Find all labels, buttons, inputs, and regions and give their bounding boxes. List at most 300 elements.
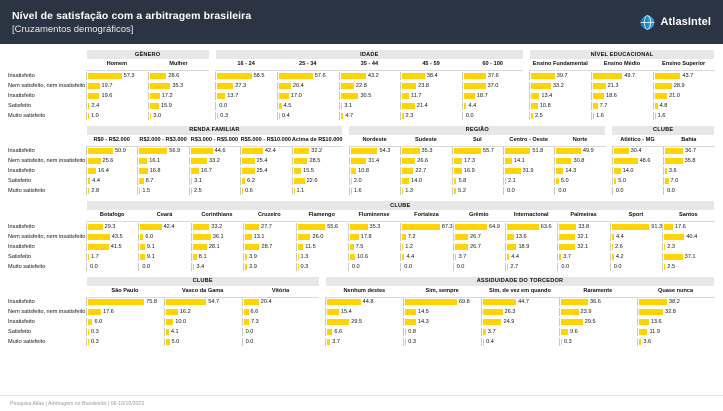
bar-value: 4.8 <box>659 102 668 109</box>
bar-cell <box>296 243 348 251</box>
bar <box>166 299 206 305</box>
bar <box>559 254 561 260</box>
bar-value: 49.7 <box>624 72 636 79</box>
bar-cell <box>148 82 210 90</box>
bar-value: 36.1 <box>212 233 224 240</box>
column-header: Sport <box>610 211 662 222</box>
bar <box>664 244 665 250</box>
bar <box>402 148 419 154</box>
bar-cell <box>529 102 591 110</box>
bar-value: 1.6 <box>657 112 666 119</box>
bar-cell <box>215 92 277 100</box>
bar <box>665 168 667 174</box>
data-cell <box>189 166 240 176</box>
bar-value: 17.6 <box>103 309 114 315</box>
bar-value: 3.1 <box>344 102 353 109</box>
bar-cell <box>529 72 591 80</box>
bar-cell <box>452 177 503 185</box>
bar <box>244 299 259 305</box>
bar-cell <box>400 233 452 241</box>
table-row <box>8 91 715 101</box>
bar-cell <box>277 72 339 80</box>
bar <box>88 158 101 164</box>
bar-cell <box>554 187 605 195</box>
bar <box>351 188 352 194</box>
bar-cell <box>400 243 452 251</box>
bar-cell <box>610 243 662 251</box>
bar-value: 24.9 <box>503 319 515 325</box>
bar <box>531 83 550 89</box>
data-cell <box>164 317 242 327</box>
bar-value: 0.0 <box>351 263 360 270</box>
bar <box>612 234 614 240</box>
bar <box>350 244 354 250</box>
data-cell <box>400 186 451 196</box>
bar-value: 1.0 <box>91 112 99 119</box>
bar <box>665 178 668 184</box>
bar <box>217 73 251 79</box>
bar <box>298 244 304 250</box>
bar-cell <box>164 298 242 306</box>
data-cell <box>86 176 137 186</box>
bar <box>341 83 354 89</box>
bar <box>88 188 89 194</box>
bar-cell <box>348 223 400 231</box>
corner-cell <box>8 60 86 71</box>
bar-value: 5.0 <box>171 339 180 345</box>
bar-cell <box>400 263 452 271</box>
bar <box>612 224 649 230</box>
bar <box>245 244 259 250</box>
bar-cell <box>663 177 714 185</box>
bar-value: 4.5 <box>283 102 292 109</box>
bar-value: 31.4 <box>368 158 380 164</box>
data-cell <box>86 91 148 101</box>
data-cell <box>453 242 505 252</box>
data-cell <box>242 327 320 337</box>
bar-cell <box>189 177 240 185</box>
bar <box>614 158 638 164</box>
data-cell <box>189 176 240 186</box>
bar-cell <box>400 102 462 110</box>
bar-value: 14.3 <box>565 168 577 174</box>
bar-value: 33.2 <box>552 82 564 89</box>
column-header-row <box>8 135 715 146</box>
bar <box>665 148 683 154</box>
bar <box>561 299 588 305</box>
bar-cell <box>662 223 714 231</box>
row-label: Nem satisfeito, nem insatisfeito <box>8 233 86 240</box>
data-cell <box>242 297 320 307</box>
bar <box>166 329 169 335</box>
bar-cell <box>400 92 462 100</box>
bar-value: 0.0 <box>142 263 151 270</box>
bar-value: 10.8 <box>358 168 370 174</box>
bar-value: 48.6 <box>639 158 651 164</box>
bar-value: 6.2 <box>247 178 255 184</box>
bar <box>217 93 225 99</box>
bar-cell <box>242 328 320 336</box>
data-cell <box>400 156 451 166</box>
data-cell <box>325 297 403 307</box>
bar <box>294 168 302 174</box>
bar-value: 0.0 <box>456 263 465 270</box>
bar <box>593 113 594 119</box>
bar-value: 14.5 <box>417 309 429 315</box>
bar <box>279 83 291 89</box>
bar-cell <box>86 187 137 195</box>
bar-cell <box>505 243 557 251</box>
data-cell <box>462 81 524 91</box>
bar <box>351 178 352 184</box>
bar-value: 2.3 <box>405 112 414 119</box>
table-row <box>8 166 715 176</box>
bar <box>191 148 213 154</box>
bar-value: 54.7 <box>208 299 220 306</box>
bar-cell <box>191 223 243 231</box>
data-cell <box>86 101 148 111</box>
bar-value: 3.1 <box>194 178 203 184</box>
bar-cell <box>462 92 524 100</box>
data-cell <box>637 327 715 337</box>
bar-cell <box>86 82 148 90</box>
bar-cell <box>559 338 637 346</box>
bar-value: 17.2 <box>161 92 173 99</box>
slide-body <box>0 44 723 347</box>
column-header: Fortaleza <box>400 211 452 222</box>
bar <box>166 319 173 325</box>
bar-value: 3.7 <box>332 339 340 345</box>
bar-value: 0.0 <box>667 188 675 194</box>
bar-value: 13.6 <box>515 233 527 240</box>
data-cell <box>86 252 138 262</box>
bar-value: 29.5 <box>351 319 363 325</box>
bar-value: 2.0 <box>353 178 362 184</box>
column-header: Mulher <box>148 60 210 71</box>
bar <box>505 168 521 174</box>
bar-cell <box>400 157 451 165</box>
bar <box>531 103 537 109</box>
column-header: R$5.000 - R$10.000 <box>240 135 291 146</box>
bar-cell <box>462 72 524 80</box>
row-label: Insatisfeito <box>8 72 35 79</box>
bar-cell <box>557 263 609 271</box>
bar-value: 37.0 <box>487 82 499 89</box>
data-cell <box>653 111 715 121</box>
bar-cell <box>653 102 715 110</box>
bar-value: 39.7 <box>556 72 568 79</box>
bar <box>245 254 247 260</box>
bar-cell <box>86 102 148 110</box>
bar-cell <box>277 102 339 110</box>
bar <box>88 339 89 345</box>
bar-cell <box>662 253 714 261</box>
row-label: Muito satisfeito <box>8 339 46 345</box>
table-row <box>8 146 715 156</box>
bar-cell <box>400 177 451 185</box>
column-header: São Paulo <box>86 286 164 297</box>
data-cell <box>339 111 401 121</box>
data-cell <box>138 252 190 262</box>
bar-value: 17.6 <box>674 223 686 230</box>
data-cell <box>529 71 591 81</box>
group-header-row <box>8 50 715 60</box>
bar-cell <box>292 147 343 155</box>
table-row <box>8 327 715 337</box>
data-cell <box>612 156 663 166</box>
bar-value: 21.4 <box>416 102 428 109</box>
bar-value: 8.1 <box>198 253 207 260</box>
bar-value: 3.9 <box>249 253 257 260</box>
data-cell <box>663 186 714 196</box>
bar-cell <box>559 298 637 306</box>
bar <box>242 148 263 154</box>
bar <box>507 234 514 240</box>
crosstab-table <box>8 276 715 348</box>
crosstab-block <box>8 125 715 197</box>
data-cell <box>400 81 462 91</box>
bar-cell <box>637 338 715 346</box>
bar-value: 31.9 <box>522 168 534 174</box>
bar <box>279 73 313 79</box>
bar-value: 3.6 <box>668 168 677 174</box>
bar-value: 49.9 <box>582 148 594 155</box>
table-row <box>8 222 715 232</box>
data-cell <box>637 317 715 327</box>
bar <box>561 339 562 345</box>
bar-value: 15.9 <box>160 102 172 109</box>
bar-cell <box>453 263 505 271</box>
data-cell <box>138 242 190 252</box>
bar-value: 3.0 <box>153 112 162 119</box>
bar <box>402 168 413 174</box>
bar-cell <box>164 328 242 336</box>
bar <box>242 188 243 194</box>
data-cell <box>505 232 557 242</box>
bar-value: 42.4 <box>264 148 276 155</box>
bar <box>298 234 311 240</box>
data-cell <box>653 91 715 101</box>
bar <box>140 254 145 260</box>
table-row <box>8 186 715 196</box>
bar <box>405 339 406 345</box>
bar-cell <box>277 92 339 100</box>
column-header: R$3.000 - R$5.000 <box>189 135 240 146</box>
bar <box>464 73 486 79</box>
data-cell <box>215 91 277 101</box>
data-cell <box>189 146 240 156</box>
bar <box>150 93 160 99</box>
bar <box>88 329 89 335</box>
data-cell <box>481 297 559 307</box>
bar-cell <box>612 187 663 195</box>
bar-value: 4.4 <box>468 102 477 109</box>
bar <box>150 73 167 79</box>
data-cell <box>591 71 653 81</box>
data-cell <box>554 186 605 196</box>
bar-cell <box>610 223 662 231</box>
row-label: Nem satisfeito, nem insatisfeito <box>8 309 86 315</box>
bar-cell <box>637 328 715 336</box>
bar-cell <box>557 243 609 251</box>
bar-value: 0.0 <box>404 263 413 270</box>
header-titles <box>12 10 251 35</box>
bar-value: 1.5 <box>142 188 151 194</box>
bar <box>593 73 622 79</box>
bar-cell <box>349 147 400 155</box>
bar-value: 91.3 <box>651 223 663 230</box>
bar <box>341 113 344 119</box>
bar-cell <box>529 112 591 120</box>
bar-cell <box>481 328 559 336</box>
bar <box>454 178 457 184</box>
bar <box>405 319 416 325</box>
bar-cell <box>452 167 503 175</box>
bar <box>405 329 406 335</box>
data-cell <box>481 307 559 317</box>
bar-cell <box>138 243 190 251</box>
data-cell <box>453 222 505 232</box>
bar-value: 7.7 <box>599 102 608 109</box>
bar-cell <box>243 253 295 261</box>
bar-cell <box>277 112 339 120</box>
row-label: Insatisfeito <box>8 319 35 325</box>
data-cell <box>325 307 403 317</box>
bar-value: 15.4 <box>340 309 352 315</box>
column-header: 45 - 59 <box>400 60 462 71</box>
bar-cell <box>292 187 343 195</box>
group-header-row <box>8 201 715 211</box>
bar-cell <box>403 308 481 316</box>
bar-cell <box>339 92 401 100</box>
column-header: Atlético - MG <box>612 135 663 146</box>
bar-cell <box>138 233 190 241</box>
bar <box>655 113 656 119</box>
row-label: Insatisfeito <box>8 148 35 154</box>
data-cell <box>663 146 714 156</box>
bar-value: 28.9 <box>673 82 685 89</box>
bar-value: 3.9 <box>249 263 257 270</box>
table-row <box>8 262 715 272</box>
data-cell <box>400 252 452 262</box>
bar <box>464 103 467 109</box>
bar <box>351 148 378 154</box>
data-cell <box>503 166 554 176</box>
bar-value: 26.7 <box>469 233 481 240</box>
bar <box>88 254 89 260</box>
column-header: 16 - 24 <box>215 60 277 71</box>
bar <box>88 168 96 174</box>
bar <box>327 319 349 325</box>
bar <box>483 339 484 345</box>
page-title: Nível de satisfação com a arbitragem brasileira <box>12 9 252 22</box>
bar-value: 38.2 <box>668 299 680 306</box>
data-cell <box>529 81 591 91</box>
bar <box>483 309 502 315</box>
bar-value: 30.8 <box>573 158 585 164</box>
bar-value: 4.1 <box>170 329 179 335</box>
bar <box>351 158 366 164</box>
footer-text: Pesquisa Atlas | Arbitragem no Brasileirão | 06-10/10/2023 <box>10 400 145 407</box>
bar-value: 0.0 <box>561 263 570 270</box>
bar-value: 4.7 <box>345 112 354 119</box>
group-title: GÊNERO <box>86 50 209 60</box>
bar <box>593 83 605 89</box>
data-cell <box>481 317 559 327</box>
bar <box>242 178 245 184</box>
group-title: IDADE <box>215 50 523 60</box>
bar <box>505 158 512 164</box>
data-cell <box>452 146 503 156</box>
bar-value: 21.0 <box>669 92 680 99</box>
bar <box>531 113 532 119</box>
bar-cell <box>191 243 243 251</box>
bar <box>505 148 530 154</box>
bar-cell <box>662 243 714 251</box>
bar-value: 0.3 <box>408 339 417 345</box>
bar-value: 7.0 <box>670 178 679 184</box>
bar <box>88 148 113 154</box>
data-cell <box>240 146 291 156</box>
row-label: Nem satisfeito, nem insatisfeito <box>8 158 86 164</box>
data-cell <box>277 111 339 121</box>
bar-value: 2.3 <box>667 243 676 250</box>
corner-cell <box>8 276 86 286</box>
bar <box>507 254 509 260</box>
bar <box>327 299 360 305</box>
bar-cell <box>215 112 277 120</box>
bar-value: 19.7 <box>101 82 113 89</box>
data-cell <box>503 146 554 156</box>
data-cell <box>663 176 714 186</box>
bar-cell <box>189 157 240 165</box>
bar-value: 1.7 <box>91 253 99 260</box>
bar-cell <box>86 92 148 100</box>
data-cell <box>296 222 348 232</box>
data-cell <box>653 81 715 91</box>
row-label: Insatisfeito <box>8 168 35 174</box>
bar-value: 5.0 <box>618 178 626 184</box>
data-cell <box>452 186 503 196</box>
bar-value: 43.2 <box>367 72 379 79</box>
bar-cell <box>612 167 663 175</box>
bar-cell <box>591 112 653 120</box>
data-cell <box>591 101 653 111</box>
bar <box>294 148 310 154</box>
column-header: Internacional <box>505 211 557 222</box>
row-label: Insatisfeito <box>8 243 35 250</box>
data-cell <box>148 71 210 81</box>
data-cell <box>86 222 138 232</box>
bar-cell <box>557 233 609 241</box>
bar-cell <box>505 233 557 241</box>
bar-cell <box>86 112 148 120</box>
column-header: Ensino Superior <box>653 60 715 71</box>
bar <box>664 224 673 230</box>
data-cell <box>462 91 524 101</box>
corner-cell <box>8 125 86 135</box>
bar-cell <box>86 298 164 306</box>
bar <box>327 309 338 315</box>
bar-cell <box>242 308 320 316</box>
bar <box>88 93 99 99</box>
bar <box>166 309 178 315</box>
data-cell <box>554 176 605 186</box>
data-cell <box>191 262 243 272</box>
bar-value: 0.3 <box>91 339 99 345</box>
bar-value: 69.8 <box>458 299 470 306</box>
bar <box>242 158 254 164</box>
